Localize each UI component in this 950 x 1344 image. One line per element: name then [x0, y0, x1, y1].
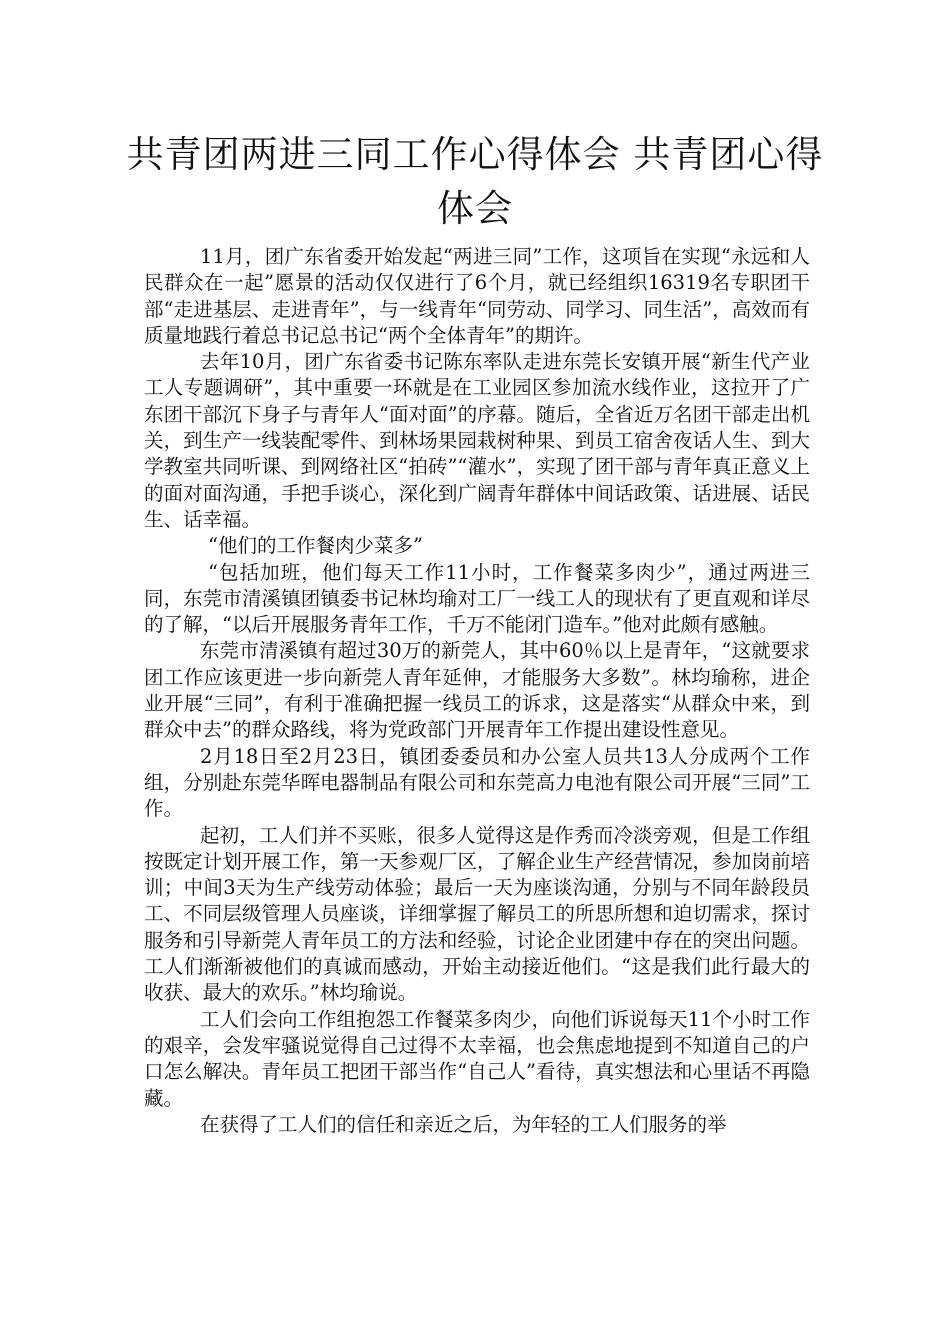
paragraph-5: 2月18日至2月23日，镇团委委员和办公室人员共13人分成两个工作组，分别赴东莞华晖电器制品有限公司和东莞高力电池有限公司开展“三同”工作。 [144, 744, 810, 821]
document-title: 共青团两进三同工作心得体会 共青团心得体会 [126, 133, 824, 230]
paragraph-8: 在获得了工人们的信任和亲近之后，为年轻的工人们服务的举 [200, 1112, 727, 1136]
paragraph-4: 东莞市清溪镇有超过30万的新莞人，其中60％以上是青年，“这就要求团工作应该更进一步向新莞人青年延伸，才能服务大多数”。林均瑜称，进企业开展“三同”，有利于准确把握一线员工的诉求，这是落实“从群众中来，到群众中去”的群众路线，将为党政部门开展青年工作提出建设性意见。 [144, 639, 810, 742]
paragraph-7: 工人们会向工作组抱怨工作餐菜多肉少，向他们诉说每天11个小时工作的艰辛，会发牢骚说觉得自己过得不太幸福，也会焦虑地提到不知道自己的户口怎么解决。青年员工把团干部当作“自己人”看待，真实想法和心里话不再隐藏。 [144, 1007, 810, 1110]
paragraph-6: 起初，工人们并不买账，很多人觉得这是作秀而冷淡旁观，但是工作组按既定计划开展工作，第一天参观厂区，了解企业生产经营情况，参加岗前培训；中间3天为生产线劳动体验；最后一天为座谈沟通，分别与不同年龄段员工、不同层级管理人员座谈，详细掌握了解员工的所思所想和迫切需求，探讨服务和引导新莞人青年员工的方法和经验，讨论企业团建中存在的突出问题。工人们渐渐被他们的真诚而感动，开始主动接近他们。“这是我们此行最大的收获、最大的欢乐。”林均瑜说。 [144, 823, 810, 1005]
paragraph-2: 去年10月，团广东省委书记陈东率队走进东莞长安镇开展“新生代产业工人专题调研”，其中重要一环就是在工业园区参加流水线作业，这拉开了广东团干部沉下身子与青年人“面对面”的序幕。随后，全省近万名团干部走出机关，到生产一线装配零件、到林场果园栽树种果、到员工宿舍夜话人生、到大学教室共同听课、到网络社区“拍砖”“灌水”，实现了团干部与青年真正意义上的面对面沟通，手把手谈心，深化到广阔青年群体中间话政策、话进展、话民生、话幸福。 [144, 350, 810, 531]
paragraph-3: “包括加班，他们每天工作11小时，工作餐菜多肉少”，通过两进三同，东莞市清溪镇团镇委书记林均瑜对工厂一线工人的现状有了更直观和详尽的了解，“以后开展服务青年工作，千万不能闭门造车。”他对此颇有感触。 [144, 560, 810, 637]
paragraph-1: 11月，团广东省委开始发起“两进三同”工作，这项旨在实现“永远和人民群众在一起”愿景的活动仅仅进行了6个月，就已经组织16319名专职团干部“走进基层、走进青年”，与一线青年“同劳动、同学习、同生活”，高效而有质量地践行着总书记总书记“两个全体青年”的期许。 [144, 245, 810, 347]
section-heading: “他们的工作餐肉少菜多” [208, 534, 423, 558]
document-body [144, 244, 810, 1138]
